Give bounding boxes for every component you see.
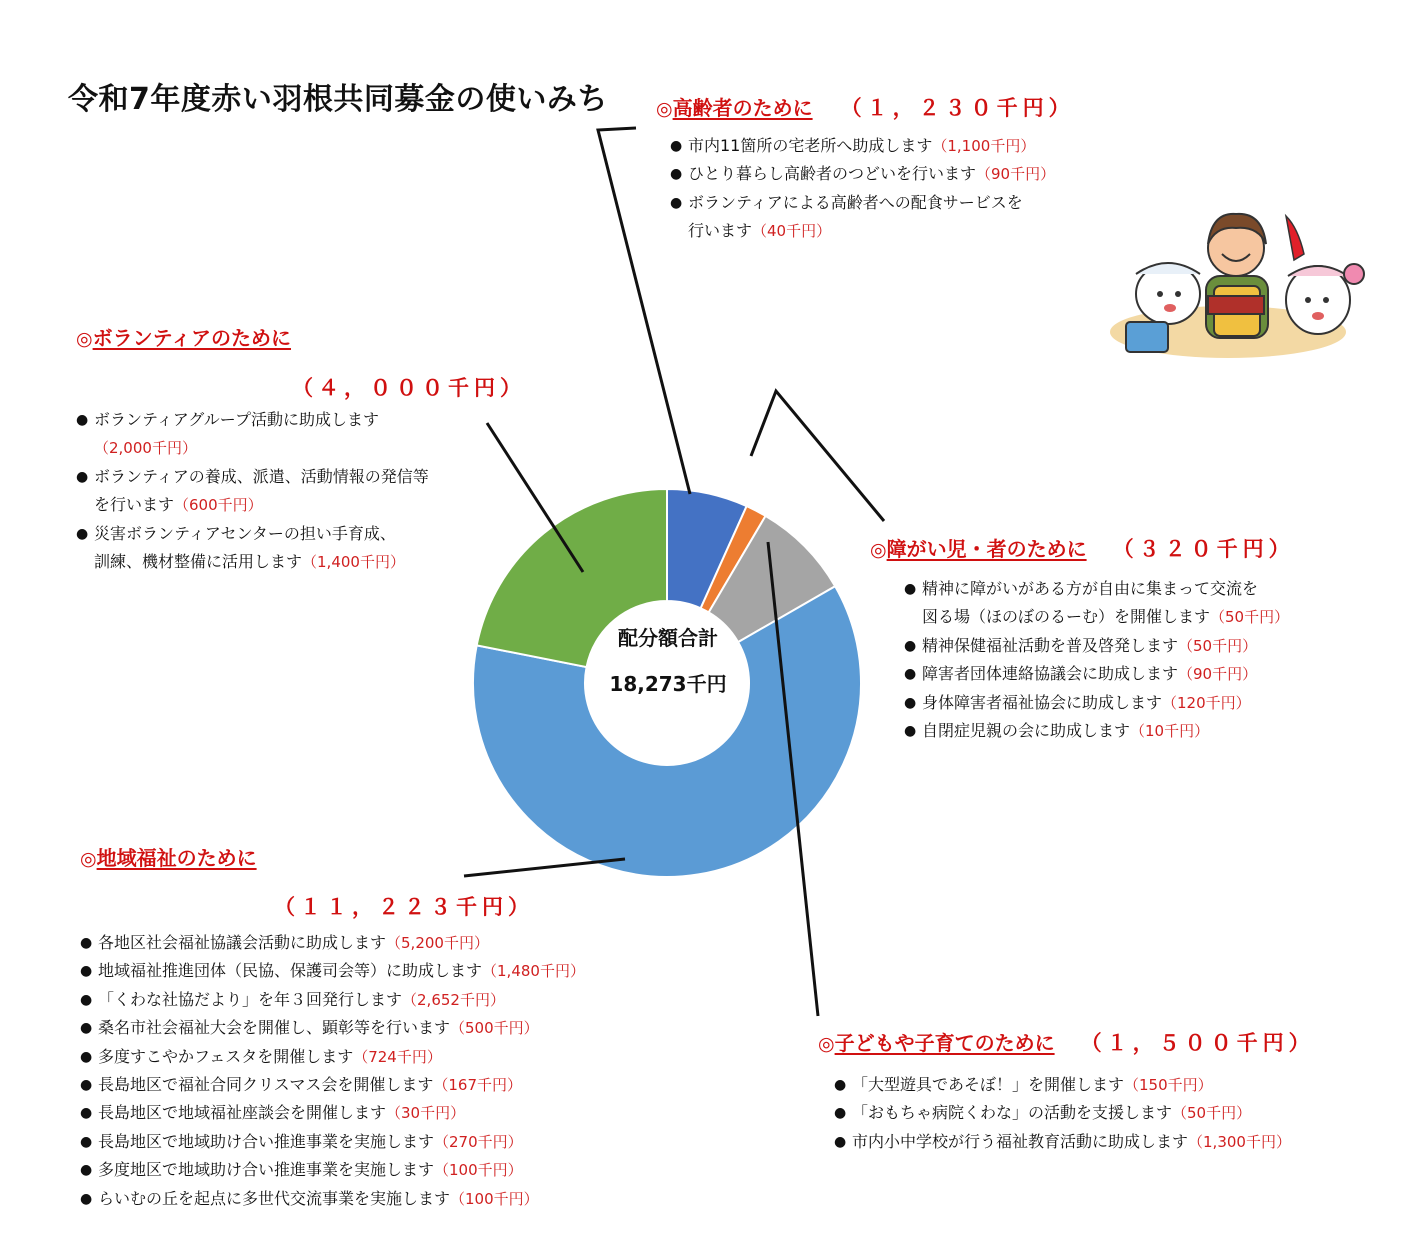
item-amount: （40千円） [752, 222, 832, 241]
item-text: 市内小中学校が行う福祉教育活動に助成します [852, 1131, 1189, 1151]
mascot-right [1286, 216, 1364, 334]
donut-center-total: 18,273千円 [609, 672, 727, 696]
item-amount: （1,400千円） [302, 553, 405, 572]
section-children [818, 1027, 1315, 1156]
double-circle-mark: ◎ [80, 848, 97, 870]
list-item [80, 1014, 585, 1042]
item-text: 長島地区で地域福祉座談会を開催します [98, 1103, 387, 1123]
item-text: 行います [688, 221, 753, 241]
list-item [904, 689, 1295, 717]
item-text: ボランティアによる高齢者への配食サービスを [688, 192, 1023, 212]
list-item [76, 548, 526, 576]
list-item [670, 217, 1075, 245]
section-heading [76, 322, 526, 351]
list-item [80, 1043, 585, 1071]
item-amount: （5,200千円） [386, 934, 489, 952]
item-text: らいむの丘を起点に多世代交流事業を実施します [98, 1188, 451, 1208]
list-item [904, 632, 1295, 660]
item-amount: （90千円） [976, 165, 1056, 184]
item-text: ボランティアグループ活動に助成します [94, 410, 379, 429]
item-text: 図る場（ほのぼのるーむ）を開催します [922, 607, 1211, 627]
list-item [834, 1128, 1315, 1156]
item-amount: （150千円） [1124, 1076, 1213, 1094]
section-title: ボランティアのために [92, 326, 291, 350]
item-amount: （600千円） [174, 496, 263, 515]
double-circle-mark: ◎ [818, 1033, 835, 1055]
double-circle-mark: ◎ [656, 98, 673, 120]
item-amount: （1,480千円） [482, 962, 585, 981]
donut-center-title: 配分額合計 [618, 626, 718, 650]
section-title: 高齢者のために [672, 96, 813, 120]
list-item [76, 434, 526, 462]
item-amount: （50千円） [1210, 608, 1290, 627]
section-heading [656, 92, 1075, 122]
list-item [80, 1156, 585, 1184]
item-amount: （500千円） [450, 1019, 539, 1038]
item-text: 精神保健福祉活動を普及啓発します [922, 635, 1179, 655]
item-text: 訓練、機材整備に活用します [94, 552, 303, 572]
item-text: 長島地区で地域助け合い推進事業を実施します [98, 1131, 435, 1151]
item-text: 多度すこやかフェスタを開催します [98, 1046, 354, 1066]
section-amount: （４，０００千円） [292, 376, 526, 400]
list-item [670, 132, 1075, 160]
section-amount: （１１，２２３千円） [274, 895, 534, 919]
item-text: 市内11箇所の宅老所へ助成します [688, 136, 933, 155]
item-amount: （724千円） [353, 1047, 442, 1066]
section-title: 子どもや子育てのために [834, 1031, 1055, 1055]
section-elderly [656, 92, 1075, 246]
list-item [80, 957, 585, 985]
list-item [76, 463, 526, 491]
list-item [670, 189, 1075, 217]
item-amount: （1,100千円） [932, 137, 1036, 155]
item-text: 各地区社会福祉協議会活動に助成します [98, 933, 387, 952]
section-amount: （１，２３０千円） [840, 96, 1075, 120]
list-item [76, 406, 526, 434]
item-text: 身体障害者福祉協会に助成します [922, 692, 1163, 712]
section-community [80, 842, 585, 1213]
item-amount: （2,652千円） [402, 990, 505, 1009]
item-text: 長島地区で福祉合同クリスマス会を開催します [98, 1075, 434, 1095]
item-text: 「くわな社協だより」を年３回発行します [98, 989, 403, 1009]
list-item [834, 1071, 1315, 1099]
list-item [80, 1185, 585, 1213]
item-amount: （167千円） [433, 1076, 523, 1095]
item-text: 多度地区で地域助け合い推進事業を実施します [98, 1160, 435, 1180]
section-volunteer [76, 322, 526, 576]
item-amount: （2,000千円） [94, 439, 197, 458]
item-text: 自閉症児親の会に助成します [922, 721, 1131, 741]
item-list [904, 575, 1295, 745]
leader-line-disability [751, 391, 884, 521]
item-amount: （1,300千円） [1188, 1132, 1291, 1151]
item-text: 障害者団体連絡協議会に助成します [922, 664, 1179, 684]
list-item [904, 603, 1295, 631]
list-item [834, 1099, 1315, 1127]
list-item [76, 520, 526, 548]
item-text: 災害ボランティアセンターの担い手育成、 [94, 523, 396, 543]
mascot-illustration [1108, 204, 1370, 364]
item-text: 「おもちゃ病院くわな」の活動を支援します [852, 1103, 1173, 1123]
list-item [904, 660, 1295, 688]
section-title: 地域福祉のために [96, 846, 257, 870]
item-amount: （100千円） [434, 1161, 523, 1180]
item-amount: （100千円） [450, 1189, 539, 1208]
list-item [76, 491, 526, 519]
list-item [670, 160, 1075, 188]
item-text: 精神に障がいがある方が自由に集まって交流を [922, 579, 1259, 598]
item-text: ボランティアの養成、派遣、活動情報の発信等 [94, 466, 429, 486]
item-amount: （10千円） [1130, 722, 1210, 741]
section-amount: （３２０千円） [1112, 537, 1295, 561]
item-amount: （50千円） [1172, 1104, 1252, 1123]
item-amount: （270千円） [434, 1132, 523, 1151]
list-item [80, 1099, 585, 1127]
elderly-woman-figure [1206, 214, 1268, 338]
double-circle-mark: ◎ [870, 539, 887, 561]
list-item [80, 929, 585, 957]
item-list [670, 132, 1075, 246]
list-item [80, 1071, 585, 1099]
item-amount: （120千円） [1162, 693, 1251, 712]
section-heading [870, 533, 1295, 563]
item-amount: （90千円） [1178, 665, 1258, 684]
item-text: 「大型遊具であそぼ！」を開催します [852, 1075, 1125, 1094]
item-amount: （30千円） [386, 1104, 466, 1123]
item-text: ひとり暮らし高齢者のつどいを行います [688, 164, 977, 184]
item-list [834, 1071, 1315, 1156]
item-text: 地域福祉推進団体（民協、保護司会等）に助成します [98, 961, 483, 981]
section-amount: （１，５００千円） [1080, 1031, 1315, 1055]
list-item [904, 717, 1295, 745]
item-list [76, 406, 526, 576]
list-item [80, 1128, 585, 1156]
list-item [904, 575, 1295, 603]
list-item [80, 986, 585, 1014]
item-text: 桑名市社会福祉大会を開催し、顕彰等を行います [98, 1018, 451, 1038]
item-list [80, 929, 585, 1213]
section-heading [818, 1027, 1315, 1057]
item-amount: （50千円） [1178, 636, 1258, 655]
section-title: 障がい児・者のために [886, 537, 1087, 561]
double-circle-mark: ◎ [76, 328, 93, 350]
section-disability [870, 533, 1295, 745]
section-heading [80, 842, 585, 871]
item-text: を行います [94, 495, 175, 515]
page-title: 令和7年度赤い羽根共同募金の使いみち [68, 82, 608, 117]
